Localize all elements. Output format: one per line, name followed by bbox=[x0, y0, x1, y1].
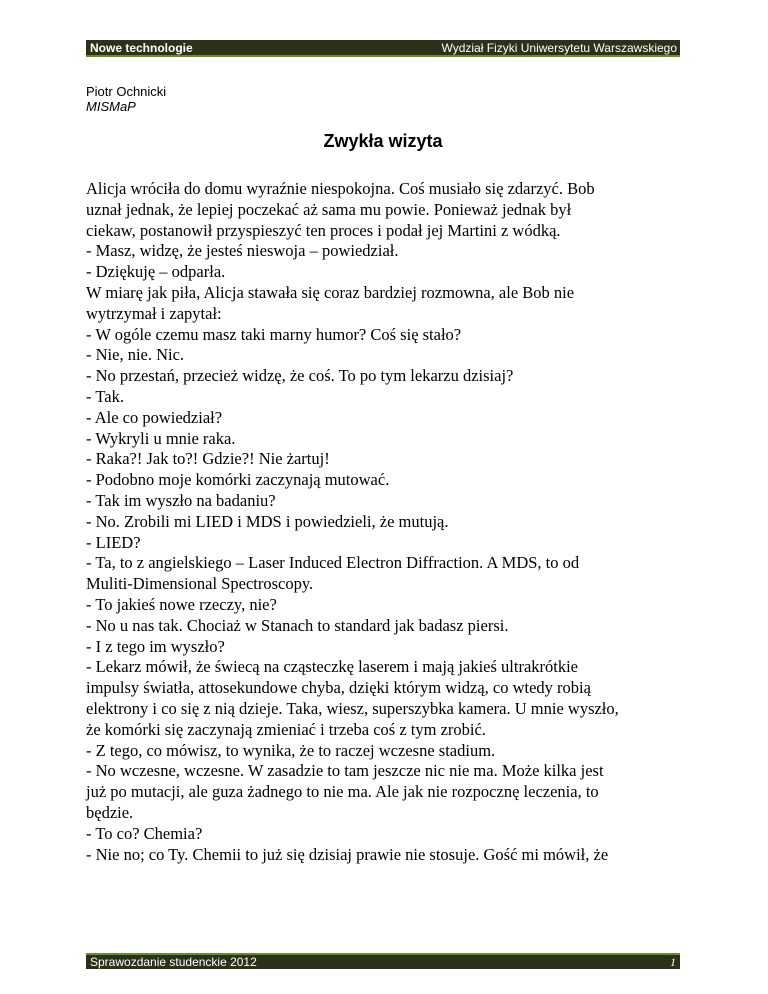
text-line: - No u nas tak. Chociaż w Stanach to standard jak badasz piersi. bbox=[86, 615, 509, 635]
text-line: - I z tego im wyszło? bbox=[86, 636, 225, 656]
text-line: - No wczesne, wczesne. W zasadzie to tam jeszcze nic nie ma. Może kilka jest bbox=[86, 761, 604, 781]
text-line: Alicja wróciła do domu wyraźnie niespokojna. Coś musiało się zdarzyć. Bob bbox=[86, 179, 595, 198]
text-line: - Tak im wyszło na badaniu? bbox=[86, 490, 276, 510]
text-line: już po mutacji, ale guza żadnego to nie ma. Ale jak nie rozpocznę leczenia, to bbox=[86, 782, 599, 802]
text-line: - Ale co powiedział? bbox=[86, 407, 223, 427]
text-line: Muliti-Dimensional Spectroscopy. bbox=[86, 574, 314, 594]
text-line: będzie. bbox=[86, 802, 134, 822]
text-line: uznał jednak, że lepiej poczekać aż sama mu powie. Ponieważ jednak był bbox=[86, 199, 572, 219]
text-line: - W ogóle czemu masz taki marny humor? Coś się stało? bbox=[86, 324, 462, 344]
header-topic: Nowe technologie bbox=[90, 40, 193, 55]
text-line: wytrzymał i zapytał: bbox=[86, 303, 222, 323]
page-footer-bar bbox=[86, 953, 680, 969]
text-line: - Lekarz mówił, że świecą na cząsteczkę laserem i mają jakieś ultrakrótkie bbox=[86, 657, 579, 677]
author-block bbox=[86, 84, 166, 114]
text-line: - LIED? bbox=[86, 532, 141, 552]
text-line: - Podobno moje komórki zaczynają mutować. bbox=[86, 470, 390, 490]
text-line: - Tak. bbox=[86, 386, 124, 406]
text-line: - Ta, to z angielskiego – Laser Induced Electron Diffraction. A MDS, to od bbox=[86, 553, 580, 573]
text-line: - Z tego, co mówisz, to wynika, że to raczej wczesne stadium. bbox=[86, 740, 496, 760]
header-faculty: Wydział Fizyki Uniwersytetu Warszawskiego bbox=[441, 40, 677, 55]
text-line: - Masz, widzę, że jesteś nieswoja – powiedział. bbox=[86, 241, 399, 261]
text-line: elektrony i co się z nią dzieje. Taka, wiesz, superszybka kamera. U mnie wyszło, bbox=[86, 698, 619, 718]
text-line: impulsy światła, attosekundowe chyba, dzięki którym widzą, co wtedy robią bbox=[86, 678, 591, 698]
footer-report-label: Sprawozdanie studenckie 2012 bbox=[90, 955, 257, 969]
page-header-bar bbox=[86, 40, 680, 57]
text-line: - Nie, nie. Nic. bbox=[86, 345, 185, 365]
author-affiliation: MISMaP bbox=[86, 99, 136, 114]
text-line: W miarę jak piła, Alicja stawała się coraz bardziej rozmowna, ale Bob nie bbox=[86, 282, 575, 302]
text-line: - No. Zrobili mi LIED i MDS i powiedzieli, że mutują. bbox=[86, 511, 449, 531]
text-line: - Wykryli u mnie raka. bbox=[86, 428, 236, 448]
text-line: ciekaw, postanowił przyspieszyć ten proces i podał jej Martini z wódką. bbox=[86, 220, 561, 240]
author-name: Piotr Ochnicki bbox=[86, 84, 167, 99]
text-line: - To jakieś nowe rzeczy, nie? bbox=[86, 594, 277, 614]
text-line: - Raka?! Jak to?! Gdzie?! Nie żartuj! bbox=[86, 449, 330, 469]
story-text bbox=[86, 179, 686, 865]
text-line: że komórki się zaczynają zmieniać i trzeba coś z tym zrobić. bbox=[86, 719, 486, 739]
text-line: - Dziękuję – odparła. bbox=[86, 262, 226, 282]
page-number: 1 bbox=[670, 954, 676, 969]
document-title: Zwykła wizyta bbox=[323, 131, 443, 151]
text-line: - To co? Chemia? bbox=[86, 823, 203, 843]
text-line: - No przestań, przecież widzę, że coś. To po tym lekarzu dzisiaj? bbox=[86, 366, 514, 386]
text-line: - Nie no; co Ty. Chemii to już się dzisiaj prawie nie stosuje. Gość mi mówił, że bbox=[86, 844, 609, 864]
